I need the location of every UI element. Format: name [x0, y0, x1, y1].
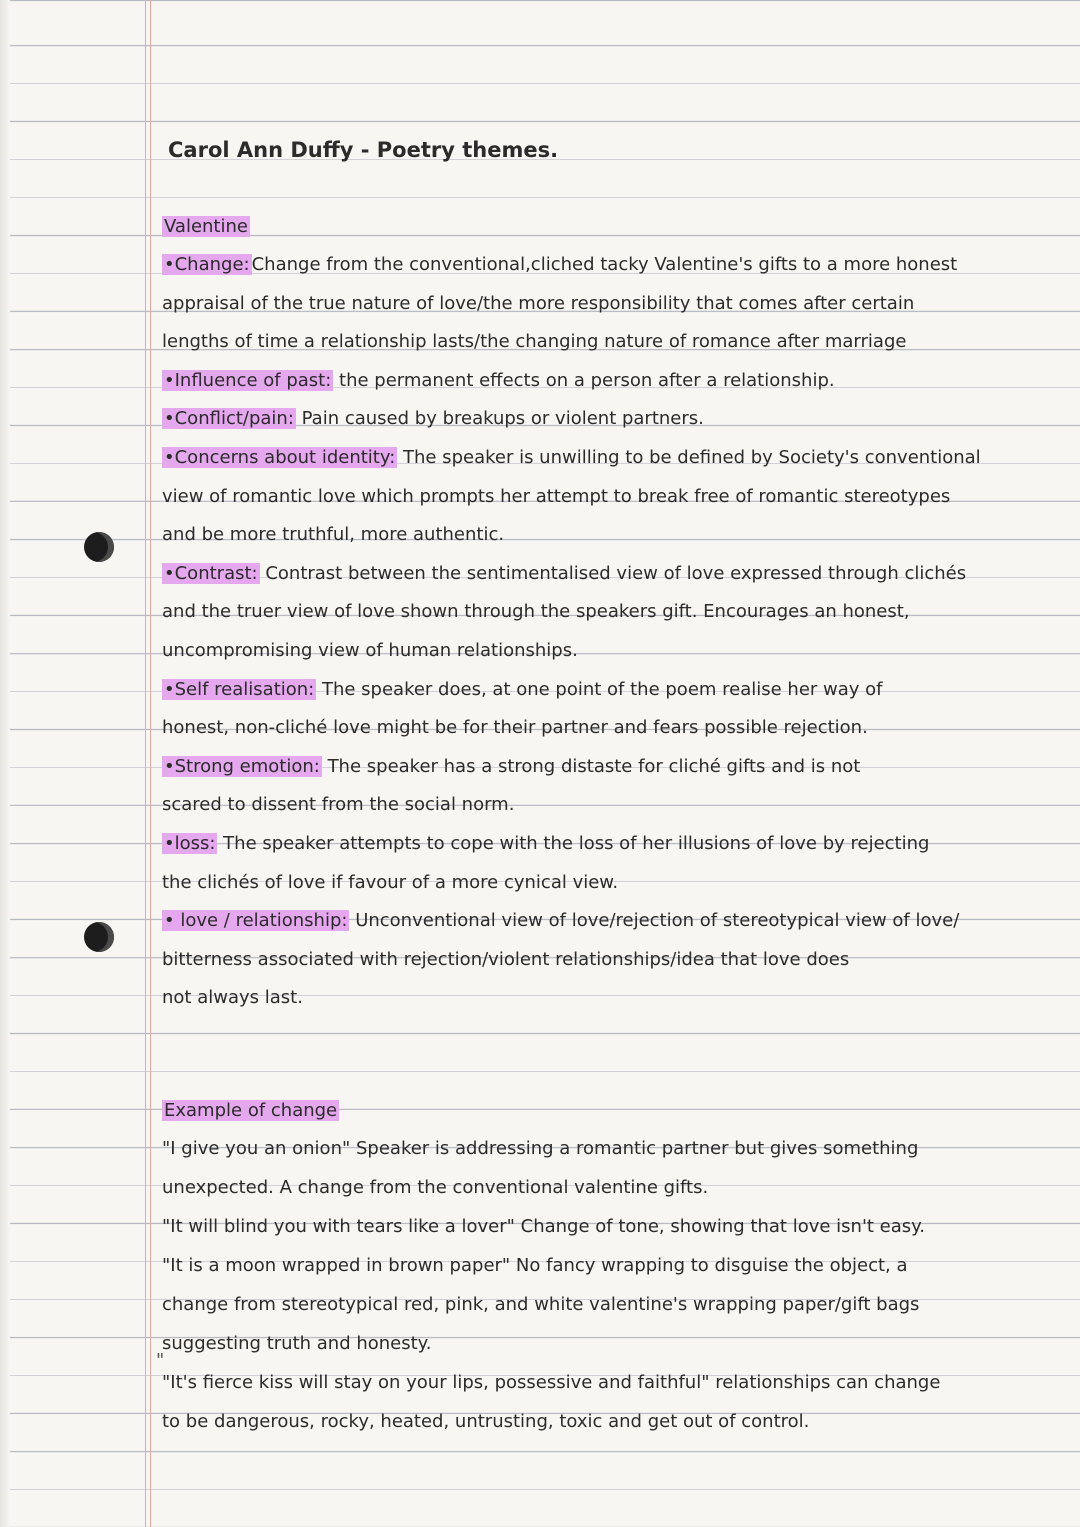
punch-hole-bottom: [84, 922, 114, 952]
theme-text: the clichés of love if favour of a more cynical view.: [162, 871, 619, 893]
example-line: "I give you an onion" Speaker is addressing a romantic partner but gives something: [162, 1138, 919, 1159]
example-line: "It is a moon wrapped in brown paper" No fancy wrapping to disguise the object, a: [162, 1255, 908, 1276]
theme-text: Unconventional view of love/rejection of stereotypical view of love/: [349, 910, 960, 932]
theme-text: view of romantic love which prompts her attempt to break free of romantic stereotypes: [162, 485, 951, 507]
theme-text: Pain caused by breakups or violent partners.: [295, 408, 704, 430]
theme-label: •Change:: [164, 254, 250, 275]
theme-line: [162, 593, 1062, 631]
theme-line: [162, 825, 1062, 863]
theme-text: The speaker does, at one point of the poem realise her way of: [316, 678, 883, 700]
theme-line: [162, 478, 1062, 516]
theme-line: [162, 902, 1062, 940]
example-line: to be dangerous, rocky, heated, untrusting, toxic and get out of control.: [162, 1411, 810, 1432]
section-heading-valentine: Valentine: [164, 216, 248, 237]
theme-line: [162, 362, 1062, 400]
page-title: Carol Ann Duffy - Poetry themes.: [168, 138, 559, 162]
theme-text: lengths of time a relationship lasts/the changing nature of romance after marriage: [162, 331, 907, 353]
theme-line: [162, 439, 1062, 477]
theme-label: • love / relationship:: [164, 910, 348, 932]
section-heading-example: Example of change: [164, 1100, 338, 1121]
example-line: "It will blind you with tears like a lover" Change of tone, showing that love isn't easy.: [162, 1216, 925, 1237]
theme-line: [162, 555, 1062, 593]
paper-edge: [0, 0, 10, 1527]
theme-line: [162, 979, 1062, 1017]
example-line: change from stereotypical red, pink, and white valentine's wrapping paper/gift bags: [162, 1294, 920, 1315]
theme-line: [162, 632, 1062, 670]
theme-text: bitterness associated with rejection/violent relationships/idea that love does: [162, 948, 850, 970]
theme-line: [162, 285, 1062, 323]
example-line: suggesting truth and honesty.: [162, 1333, 432, 1354]
theme-line: [162, 864, 1062, 902]
theme-text: The speaker has a strong distaste for cliché gifts and is not: [321, 755, 861, 777]
theme-text: the permanent effects on a person after a relationship.: [333, 369, 835, 391]
theme-text: The speaker attempts to cope with the loss of her illusions of love by rejecting: [217, 833, 930, 854]
theme-label: •Strong emotion:: [164, 755, 320, 777]
theme-text: appraisal of the true nature of love/the more responsibility that comes after certain: [162, 292, 915, 314]
theme-label: •Contrast:: [164, 562, 258, 584]
theme-line: [162, 709, 1062, 747]
margin-line-double: [150, 0, 151, 1527]
example-line: unexpected. A change from the conventional valentine gifts.: [162, 1177, 709, 1198]
theme-text: Contrast between the sentimentalised view of love expressed through clichés: [259, 562, 967, 584]
theme-line: [162, 786, 1062, 824]
example-line: "It's fierce kiss will stay on your lips, possessive and faithful" relationships can change: [162, 1372, 941, 1393]
theme-text: The speaker is unwilling to be defined by Society's conventional: [397, 447, 981, 468]
theme-label: •Conflict/pain:: [164, 408, 294, 430]
theme-line: [162, 748, 1062, 786]
theme-text: scared to dissent from the social norm.: [162, 794, 515, 816]
theme-label: •Self realisation:: [164, 678, 315, 700]
theme-line: [162, 941, 1062, 979]
theme-label: •loss:: [164, 833, 216, 854]
theme-text: honest, non-cliché love might be for their partner and fears possible rejection.: [162, 717, 868, 739]
theme-text: and be more truthful, more authentic.: [162, 524, 505, 546]
margin-line: [145, 0, 146, 1527]
punch-hole-top: [84, 532, 114, 562]
stray-quote-mark: ": [156, 1350, 165, 1371]
theme-line: [162, 516, 1062, 554]
theme-line: [162, 400, 1062, 438]
theme-line: [162, 246, 1062, 284]
theme-text: uncompromising view of human relationships.: [162, 640, 578, 661]
theme-text: and the truer view of love shown through the speakers gift. Encourages an honest,: [162, 601, 910, 623]
theme-label: •Concerns about identity:: [164, 447, 396, 468]
theme-line: [162, 323, 1062, 361]
theme-label: •Influence of past:: [164, 369, 332, 391]
theme-text: not always last.: [162, 987, 303, 1009]
theme-text: Change from the conventional,cliched tacky Valentine's gifts to a more honest: [251, 254, 958, 275]
theme-line: [162, 671, 1062, 709]
